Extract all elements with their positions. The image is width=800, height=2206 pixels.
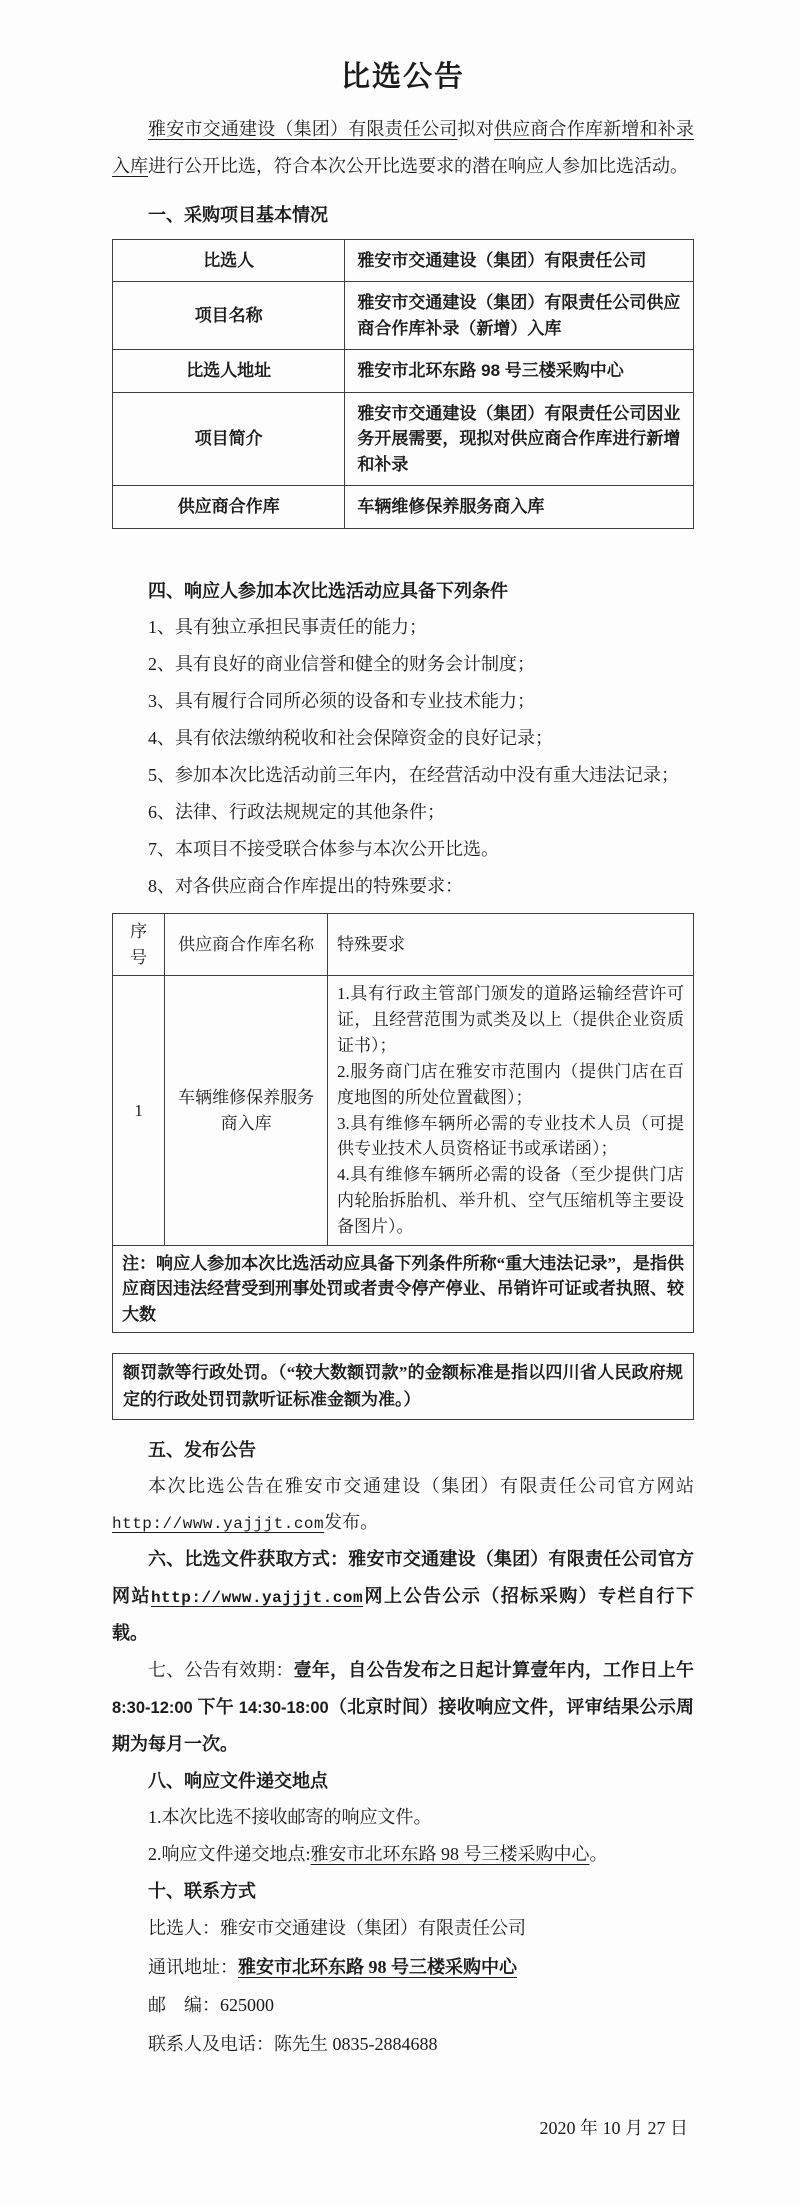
row-value: 雅安市交通建设（集团）有限责任公司 — [345, 239, 694, 282]
section-6-lead: 六、比选文件获取方式： — [148, 1549, 349, 1570]
condition-item: 8、对各供应商合作库提出的特殊要求： — [148, 876, 463, 897]
delivery-item: 1.本次比选不接收邮寄的响应文件。 — [148, 1806, 432, 1827]
postal-address: 雅安市北环东路 98 号三楼采购中心 — [238, 1956, 517, 1977]
row-label: 供应商合作库 — [113, 486, 345, 529]
row-label: 比选人地址 — [113, 350, 345, 393]
row-requirements — [327, 976, 693, 1245]
col-seq-header: 序号 — [113, 914, 165, 976]
morning-time-range: 8:30-12:00 — [112, 1698, 193, 1717]
delivery-address: 雅安市北环东路 98 号三楼采购中心 — [310, 1843, 590, 1864]
intro-paragraph: 雅安市交通建设（集团）有限责任公司拟对供应商合作库新增和补录入库进行公开比选，符合本次公开比选要求的潜在响应人参加比选活动。 — [112, 119, 695, 176]
section-6-paragraph: 六、比选文件获取方式：雅安市交通建设（集团）有限责任公司官方网站http://www.yajjjt.com网上公告公示（招标采购）专栏自行下载。 — [112, 1549, 695, 1644]
section-5-heading: 五、发布公告 — [148, 1439, 256, 1460]
section-1-heading: 一、采购项目基本情况 — [148, 204, 328, 225]
condition-item: 7、本项目不接受联合体参与本次公开比选。 — [148, 839, 499, 860]
contact-person-line: 联系人及电话：陈先生 0835-2884688 — [148, 2033, 438, 2054]
note-continuation-box: 额罚款等行政处罚。（“较大数额罚款”的金额标准是指以四川省人民政府规定的行政处罚罚款听证标准金额为准。） — [112, 1353, 694, 1419]
bidder-name-underlined: 雅安市交通建设（集团）有限责任公司 — [148, 119, 458, 139]
project-info-table — [112, 239, 694, 529]
requirement-line: 4.具有维修车辆所必需的设备（至少提供门店内轮胎拆胎机、举升机、空气压缩机等主要设备图片）。 — [336, 1165, 684, 1236]
website-url: http://www.yajjjt.com — [150, 1589, 364, 1608]
table-row — [113, 976, 694, 1245]
table-row — [113, 486, 694, 529]
contact-address-line: 通讯地址：雅安市北环东路 98 号三楼采购中心 — [148, 1956, 517, 1977]
condition-item: 1、具有独立承担民事责任的能力； — [148, 616, 427, 637]
section-7-lead: 七、公告有效期： — [148, 1660, 294, 1681]
section-5-paragraph: 本次比选公告在雅安市交通建设（集团）有限责任公司官方网站http://www.yajjjt.com发布。 — [112, 1475, 694, 1534]
row-value: 雅安市交通建设（集团）有限责任公司供应商合作库补录（新增）入库 — [345, 282, 694, 350]
contact-postcode-line: 邮 编：625000 — [148, 1995, 274, 2016]
row-seq: 1 — [113, 976, 165, 1245]
table-note: 注：响应人参加本次比选活动应具备下列条件所称“重大违法记录”，是指供应商因违法经营受到刑事处罚或者责令停产停业、吊销许可证或者执照、较大数 — [113, 1245, 694, 1333]
project-scope-underlined: 供应商合作库新增和补录入库 — [112, 119, 695, 176]
requirement-line: 3.具有维修车辆所必需的专业技术人员（可提供专业技术人员资格证书或承诺函）； — [336, 1113, 684, 1159]
document-title: 比选公告 — [340, 61, 465, 93]
col-req-header: 特殊要求 — [327, 914, 693, 976]
row-label: 项目名称 — [113, 282, 345, 350]
afternoon-time-range: 14:30-18:00 — [238, 1698, 329, 1717]
website-url: http://www.yajjjt.com — [112, 1515, 325, 1534]
condition-item: 5、参加本次比选活动前三年内，在经营活动中没有重大违法记录； — [148, 765, 679, 786]
date-line: 2020 年 10 月 27 日 — [539, 2117, 688, 2138]
table-row — [113, 350, 694, 393]
col-name-header: 供应商合作库名称 — [165, 914, 328, 976]
section-7-paragraph: 七、公告有效期：壹年，自公告发布之日起计算壹年内，工作日上午 8:30-12:00 下午 14:30-18:00（北京时间）接收响应文件，评审结果公示周期为每月一次。 — [112, 1660, 695, 1754]
table-header-row — [113, 914, 694, 976]
row-value: 车辆维修保养服务商入库 — [345, 486, 694, 529]
row-label: 项目简介 — [113, 392, 345, 486]
table-row — [113, 392, 694, 486]
requirement-line: 2.服务商门店在雅安市范围内（提供门店在百度地图的所处位置截图）； — [336, 1061, 684, 1107]
row-value: 雅安市北环东路 98 号三楼采购中心 — [345, 350, 694, 393]
condition-item: 6、法律、行政法规规定的其他条件； — [148, 802, 445, 823]
condition-item: 2、具有良好的商业信誉和健全的财务会计制度； — [148, 653, 535, 674]
contact-bidder-line: 比选人：雅安市交通建设（集团）有限责任公司 — [148, 1917, 526, 1938]
table-note-row — [113, 1245, 694, 1333]
special-requirements-table — [112, 913, 694, 1333]
delivery-item: 2.响应文件递交地点:雅安市北环东路 98 号三楼采购中心。 — [148, 1843, 608, 1864]
requirement-line: 1.具有行政主管部门颁发的道路运输经营许可证，且经营范围为贰类及以上（提供企业资质证书）； — [336, 984, 684, 1056]
row-label: 比选人 — [113, 239, 345, 282]
row-value: 雅安市交通建设（集团）有限责任公司因业务开展需要，现拟对供应商合作库进行新增和补录 — [345, 392, 694, 486]
section-4-heading: 四、响应人参加本次比选活动应具备下列条件 — [148, 580, 508, 601]
section-10-heading: 十、联系方式 — [148, 1880, 256, 1901]
table-row — [113, 282, 694, 350]
table-row — [113, 239, 694, 282]
section-8-heading: 八、响应文件递交地点 — [148, 1770, 328, 1791]
condition-item: 4、具有依法缴纳税收和社会保障资金的良好记录； — [148, 728, 553, 749]
row-library-name: 车辆维修保养服务商入库 — [165, 976, 328, 1245]
condition-item: 3、具有履行合同所必须的设备和专业技术能力； — [148, 690, 535, 711]
